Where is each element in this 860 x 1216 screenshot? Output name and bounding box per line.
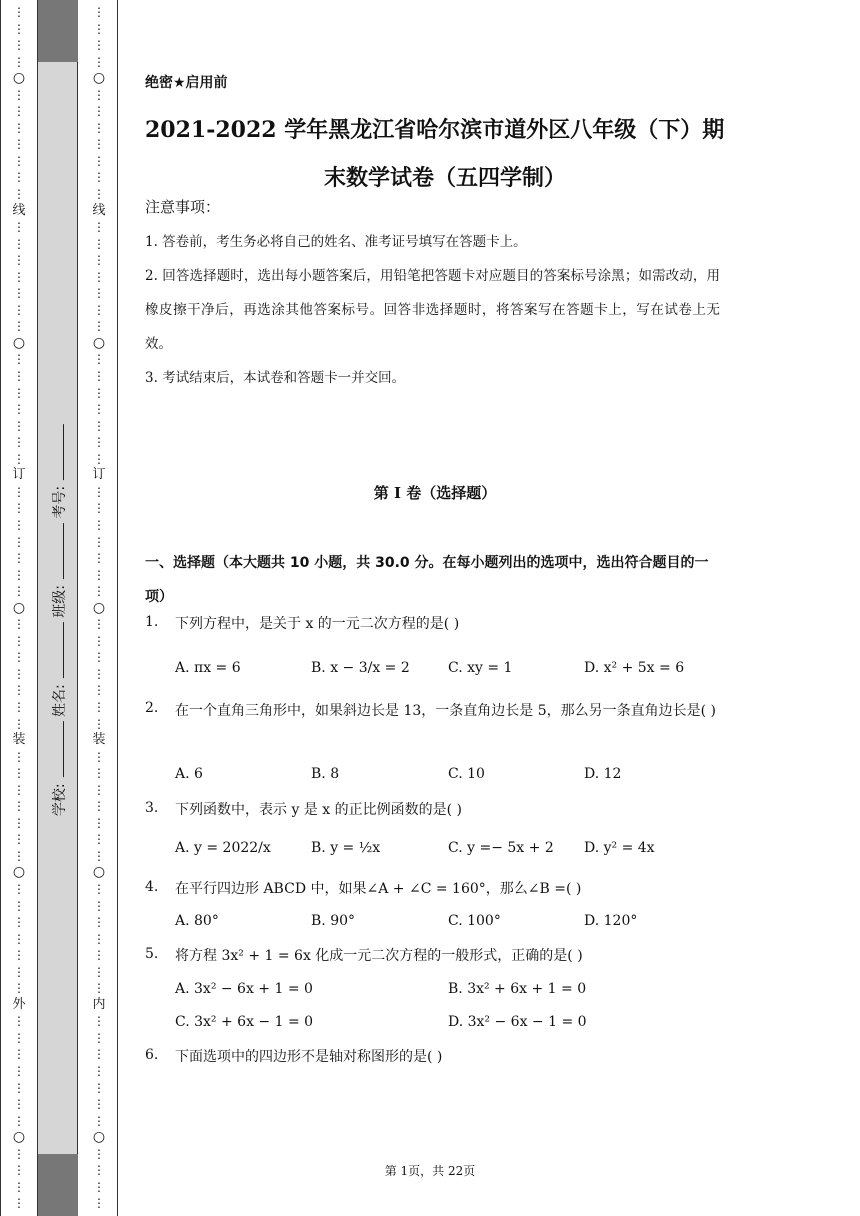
option-d[interactable]: D. y² = 4x xyxy=(584,840,655,856)
binding-circle-marker: ○ xyxy=(12,334,26,351)
question-number: 3. xyxy=(145,800,159,816)
binding-dot: ⋮ xyxy=(13,435,25,450)
student-info-fields xyxy=(42,400,76,840)
binding-dot: ⋮ xyxy=(13,352,25,367)
binding-dot: ⋮ xyxy=(13,484,25,499)
notice-item: 3. 考试结束后，本试卷和答题卡一并交回。 xyxy=(145,370,406,386)
binding-dot: ⋮ xyxy=(93,964,105,979)
question-number: 1. xyxy=(145,614,159,630)
option-c[interactable]: C. 100° xyxy=(448,913,501,929)
binding-dot: ⋮ xyxy=(93,782,105,797)
info-school-label: 学校: xyxy=(52,783,68,817)
binding-dot: ⋮ xyxy=(93,137,105,152)
binding-dot: ⋮ xyxy=(93,699,105,714)
binding-dot: ⋮ xyxy=(13,236,25,251)
binding-word-marker: 订 xyxy=(12,467,26,483)
binding-dot: ⋮ xyxy=(13,1080,25,1095)
binding-dot: ⋮ xyxy=(13,402,25,417)
option-a[interactable]: A. y = 2022/x xyxy=(175,840,271,856)
binding-dot: ⋮ xyxy=(93,385,105,400)
binding-dot: ⋮ xyxy=(13,832,25,847)
binding-dot: ⋮ xyxy=(13,931,25,946)
binding-dot: ⋮ xyxy=(93,551,105,566)
notice-item: 1. 答卷前，考生务必将自己的姓名、准考证号填写在答题卡上。 xyxy=(145,234,527,250)
binding-dot: ⋮ xyxy=(93,650,105,665)
binding-dot: ⋮ xyxy=(13,153,25,168)
binding-dot: ⋮ xyxy=(13,915,25,930)
binding-dot: ⋮ xyxy=(93,1064,105,1078)
binding-dot: ⋮ xyxy=(93,104,105,119)
exam-title-line2: 末数学试卷（五四学制） xyxy=(323,165,566,191)
binding-dot: ⋮ xyxy=(93,716,105,731)
binding-dot: ⋮ xyxy=(13,104,25,119)
option-a[interactable]: A. πx = 6 xyxy=(175,660,241,676)
info-name-label: 姓名: xyxy=(52,684,68,717)
binding-dot: ⋮ xyxy=(93,766,105,781)
binding-dot: ⋮ xyxy=(13,964,25,979)
binding-dot: ⋮ xyxy=(93,633,105,648)
option-d[interactable]: D. 3x² − 6x − 1 = 0 xyxy=(448,1014,587,1030)
binding-dot: ⋮ xyxy=(93,170,105,185)
binding-dot: ⋮ xyxy=(93,1097,105,1112)
binding-dot: ⋮ xyxy=(93,832,105,847)
binding-word-marker: 订 xyxy=(92,467,106,483)
binding-circle-marker: ○ xyxy=(92,70,106,87)
binding-dot: ⋮ xyxy=(13,898,25,913)
binding-dot: ⋮ xyxy=(13,319,25,334)
binding-dot: ⋮ xyxy=(13,1097,25,1112)
binding-dot: ⋮ xyxy=(93,369,105,384)
binding-dot: ⋮ xyxy=(13,1179,25,1194)
option-b[interactable]: B. 8 xyxy=(311,766,340,782)
exam-title-line1: 2021-2022 学年黑龙江省哈尔滨市道外区八年级（下）期 xyxy=(145,117,725,143)
binding-dot: ⋮ xyxy=(13,385,25,400)
binding-dot: ⋮ xyxy=(13,170,25,185)
binding-dot: ⋮ xyxy=(93,534,105,549)
binding-dot: ⋮ xyxy=(13,87,25,102)
binding-dot: ⋮ xyxy=(13,1014,25,1029)
binding-dot: ⋮ xyxy=(13,551,25,566)
option-d[interactable]: D. 120° xyxy=(584,913,638,929)
question-stem: 将方程 3x² + 1 = 6x 化成一元二次方程的一般形式，正确的是( ) xyxy=(175,948,583,964)
binding-dot: ⋮ xyxy=(13,948,25,963)
binding-dot: ⋮ xyxy=(93,501,105,516)
option-b[interactable]: B. y = ½x xyxy=(311,840,381,856)
binding-dot: ⋮ xyxy=(93,220,105,235)
binding-dot: ⋮ xyxy=(13,369,25,384)
binding-dot: ⋮ xyxy=(13,5,25,19)
notice-item: 2. 回答选择题时，选出每小题答案后，用铅笔把答题卡对应题目的答案标号涂黑；如需改动，用橡皮擦干净后，再选涂其他答案标号。回答非选择题时，将答案写在答题卡上，写在试卷上无效。 xyxy=(145,268,720,352)
question-stem: 在一个直角三角形中，如果斜边长是 13，一条直角边长是 5，那么另一条直角边长是( ) xyxy=(175,703,716,719)
binding-dot: ⋮ xyxy=(13,716,25,731)
option-b[interactable]: B. x − 3/x = 2 xyxy=(311,660,410,676)
binding-dot: ⋮ xyxy=(93,666,105,681)
binding-circle-marker: ○ xyxy=(12,599,26,616)
binding-dot: ⋮ xyxy=(13,617,25,632)
binding-dot: ⋮ xyxy=(93,54,105,69)
binding-dot: ⋮ xyxy=(93,1196,105,1211)
binding-dot: ⋮ xyxy=(93,1047,105,1062)
info-id-label: 考号: xyxy=(52,485,68,519)
binding-dot: ⋮ xyxy=(93,931,105,946)
question-stem: 下列方程中，是关于 x 的一元二次方程的是( ) xyxy=(175,616,460,632)
info-class-line[interactable] xyxy=(63,523,64,579)
question-stem: 下列函数中，表示 y 是 x 的正比例函数的是( ) xyxy=(175,802,462,818)
binding-dot: ⋮ xyxy=(13,1047,25,1062)
option-c[interactable]: C. 10 xyxy=(448,766,485,782)
binding-dot: ⋮ xyxy=(93,402,105,417)
binding-dot: ⋮ xyxy=(93,253,105,268)
binding-dot: ⋮ xyxy=(93,5,105,19)
binding-dot: ⋮ xyxy=(93,187,105,202)
binding-dot: ⋮ xyxy=(13,120,25,135)
binding-dot: ⋮ xyxy=(13,187,25,202)
binding-dot: ⋮ xyxy=(93,153,105,168)
inner-dotted-line xyxy=(84,0,114,1216)
binding-dot: ⋮ xyxy=(13,699,25,714)
binding-circle-marker: ○ xyxy=(92,334,106,351)
question-number: 5. xyxy=(145,946,159,962)
binding-circle-marker: ○ xyxy=(92,599,106,616)
binding-dot: ⋮ xyxy=(13,1163,25,1178)
binding-dot: ⋮ xyxy=(13,54,25,69)
question-number: 6. xyxy=(145,1047,159,1063)
section-heading: 一、选择题（本大题共 10 小题，共 30.0 分。在每小题列出的选项中，选出符合题目的一项） xyxy=(145,555,709,605)
binding-dot: ⋮ xyxy=(93,517,105,532)
option-b[interactable]: B. 90° xyxy=(311,913,356,929)
page-footer xyxy=(0,1162,860,1179)
notice-heading: 注意事项： xyxy=(145,198,221,216)
binding-dot: ⋮ xyxy=(13,21,25,36)
option-b[interactable]: B. 3x² + 6x + 1 = 0 xyxy=(448,981,587,997)
binding-dot: ⋮ xyxy=(13,881,25,896)
binding-circle-marker: ○ xyxy=(12,70,26,87)
notice-list xyxy=(145,225,720,395)
binding-dot: ⋮ xyxy=(93,815,105,830)
binding-dot: ⋮ xyxy=(93,1163,105,1178)
binding-circle-marker: ○ xyxy=(12,1129,26,1146)
info-name-line[interactable] xyxy=(63,622,64,678)
binding-dot: ⋮ xyxy=(13,1030,25,1045)
exam-title xyxy=(145,106,725,202)
binding-dot: ⋮ xyxy=(13,782,25,797)
binding-word-marker: 线 xyxy=(92,202,106,218)
binding-dot: ⋮ xyxy=(13,848,25,863)
binding-dot: ⋮ xyxy=(13,815,25,830)
binding-dot: ⋮ xyxy=(13,1146,25,1161)
info-class-label: 班级: xyxy=(52,585,68,618)
binding-dot: ⋮ xyxy=(13,451,25,466)
binding-dot: ⋮ xyxy=(13,749,25,764)
binding-dot: ⋮ xyxy=(93,1179,105,1194)
option-a[interactable]: A. 6 xyxy=(175,766,203,782)
binding-word-marker: 内 xyxy=(92,996,106,1012)
binding-dot: ⋮ xyxy=(93,567,105,582)
binding-dot: ⋮ xyxy=(93,484,105,499)
binding-dot: ⋮ xyxy=(13,517,25,532)
binding-dot: ⋮ xyxy=(93,38,105,53)
question-number: 2. xyxy=(145,700,159,716)
binding-dot: ⋮ xyxy=(93,120,105,135)
binding-circle-marker: ○ xyxy=(12,864,26,881)
binding-dot: ⋮ xyxy=(13,269,25,284)
binding-dot: ⋮ xyxy=(93,1080,105,1095)
binding-dot: ⋮ xyxy=(93,584,105,599)
binding-dot: ⋮ xyxy=(13,137,25,152)
binding-dot: ⋮ xyxy=(93,948,105,963)
binding-dot: ⋮ xyxy=(93,435,105,450)
binding-dot: ⋮ xyxy=(13,799,25,814)
binding-dot: ⋮ xyxy=(93,418,105,433)
option-c[interactable]: C. 3x² + 6x − 1 = 0 xyxy=(175,1014,314,1030)
binding-dot: ⋮ xyxy=(13,981,25,996)
binding-dot: ⋮ xyxy=(93,1113,105,1128)
binding-dot: ⋮ xyxy=(93,21,105,36)
binding-dot: ⋮ xyxy=(93,87,105,102)
strip-cap-top xyxy=(38,0,78,62)
question-stem: 在平行四边形 ABCD 中，如果∠A + ∠C = 160°，那么∠B =( ) xyxy=(175,881,582,897)
option-c[interactable]: C. y =− 5x + 2 xyxy=(448,840,554,856)
binding-dot: ⋮ xyxy=(13,633,25,648)
page-number: 第 1页，共 22页 xyxy=(384,1164,476,1178)
binding-dot: ⋮ xyxy=(93,1146,105,1161)
binding-dot: ⋮ xyxy=(93,848,105,863)
binding-dot: ⋮ xyxy=(93,799,105,814)
binding-dot: ⋮ xyxy=(93,749,105,764)
binding-dot: ⋮ xyxy=(93,302,105,317)
option-c[interactable]: C. xy = 1 xyxy=(448,660,513,676)
binding-dot: ⋮ xyxy=(93,352,105,367)
binding-dot: ⋮ xyxy=(13,666,25,681)
option-a[interactable]: A. 80° xyxy=(175,913,219,929)
binding-dot: ⋮ xyxy=(93,683,105,698)
binding-dot: ⋮ xyxy=(13,567,25,582)
binding-dot: ⋮ xyxy=(13,766,25,781)
question-stem: 下面选项中的四边形不是轴对称图形的是( ) xyxy=(175,1049,443,1065)
binding-dot: ⋮ xyxy=(13,302,25,317)
binding-dot: ⋮ xyxy=(13,286,25,301)
binding-circle-marker: ○ xyxy=(92,1129,106,1146)
binding-dot: ⋮ xyxy=(93,981,105,996)
binding-dot: ⋮ xyxy=(93,451,105,466)
binding-dot: ⋮ xyxy=(93,319,105,334)
binding-dot: ⋮ xyxy=(13,1113,25,1128)
binding-dot: ⋮ xyxy=(93,881,105,896)
secret-label: 绝密★启用前 xyxy=(145,75,228,91)
binding-dot: ⋮ xyxy=(93,898,105,913)
binding-dot: ⋮ xyxy=(93,236,105,251)
binding-dot: ⋮ xyxy=(13,650,25,665)
outer-dotted-line xyxy=(4,0,34,1216)
info-id-line[interactable] xyxy=(63,424,64,480)
binding-dot: ⋮ xyxy=(13,418,25,433)
info-school-line[interactable] xyxy=(63,721,64,777)
binding-dot: ⋮ xyxy=(93,1030,105,1045)
binding-dot: ⋮ xyxy=(13,584,25,599)
part-title: 第 I 卷（选择题） xyxy=(373,484,497,502)
binding-word-marker: 线 xyxy=(12,202,26,218)
binding-dot: ⋮ xyxy=(93,286,105,301)
binding-dot: ⋮ xyxy=(93,915,105,930)
binding-dot: ⋮ xyxy=(93,1014,105,1029)
binding-dot: ⋮ xyxy=(93,269,105,284)
binding-word-marker: 外 xyxy=(12,996,26,1012)
option-d[interactable]: D. 12 xyxy=(584,766,622,782)
option-a[interactable]: A. 3x² − 6x + 1 = 0 xyxy=(175,981,313,997)
binding-dot: ⋮ xyxy=(13,1196,25,1211)
binding-dot: ⋮ xyxy=(13,38,25,53)
binding-dot: ⋮ xyxy=(13,253,25,268)
binding-dot: ⋮ xyxy=(13,501,25,516)
binding-dot: ⋮ xyxy=(13,683,25,698)
question-number: 4. xyxy=(145,879,159,895)
binding-word-marker: 装 xyxy=(92,732,106,748)
binding-word-marker: 装 xyxy=(12,732,26,748)
binding-dot: ⋮ xyxy=(13,534,25,549)
binding-circle-marker: ○ xyxy=(92,864,106,881)
binding-dot: ⋮ xyxy=(13,220,25,235)
binding-dot: ⋮ xyxy=(93,617,105,632)
option-d[interactable]: D. x² + 5x = 6 xyxy=(584,660,685,676)
binding-dot: ⋮ xyxy=(13,1064,25,1078)
